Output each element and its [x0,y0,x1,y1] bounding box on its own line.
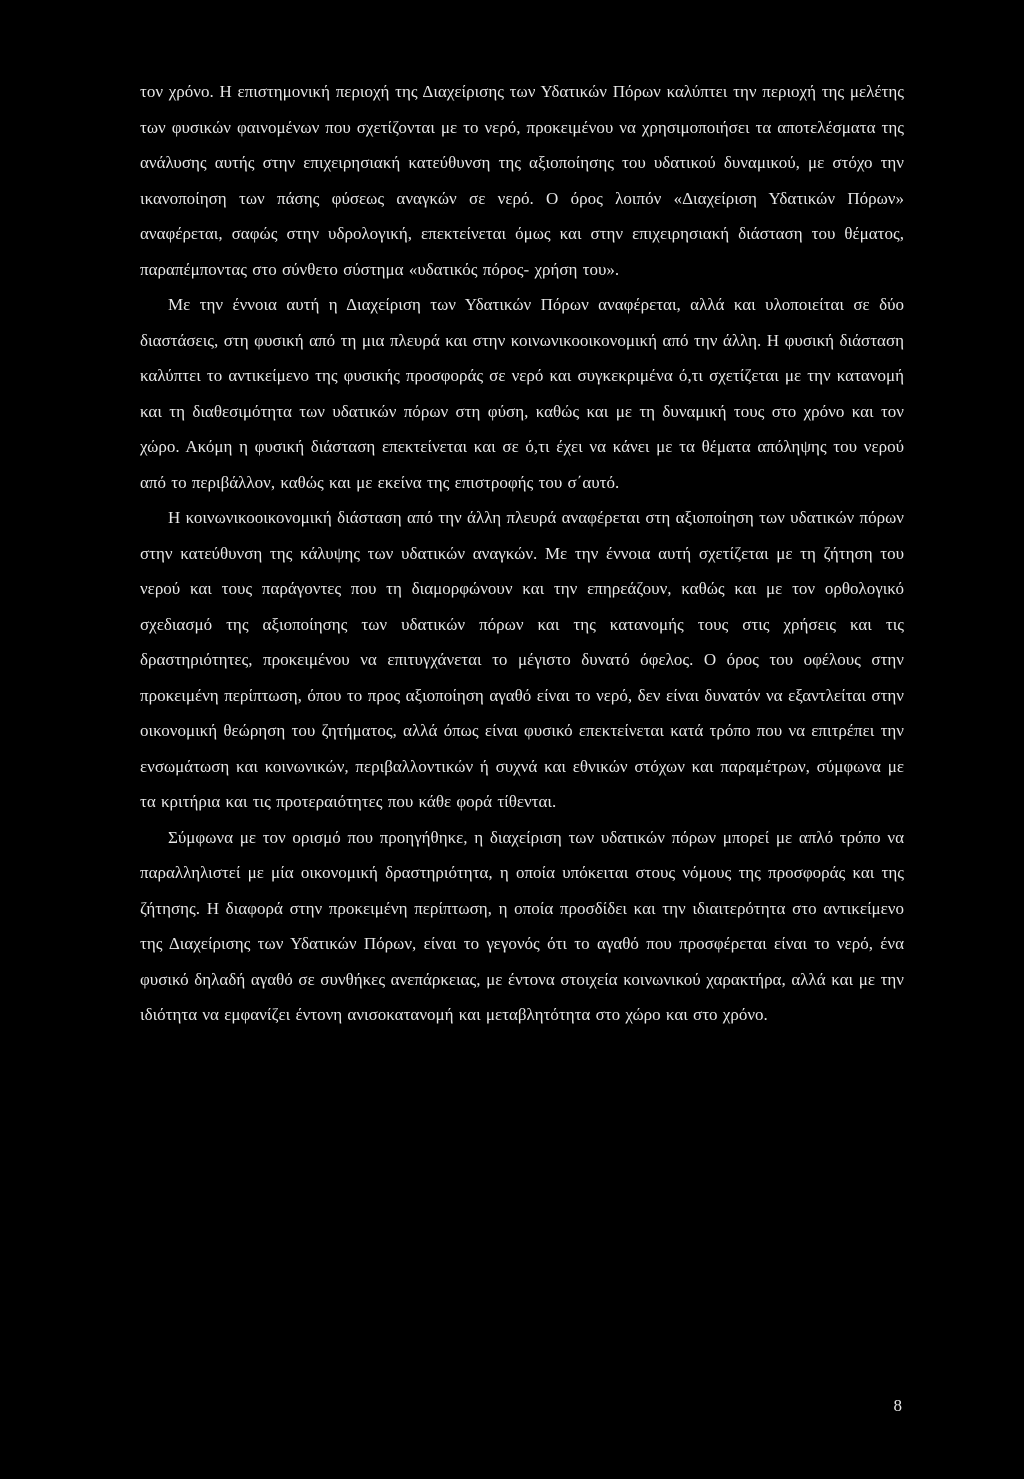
page-number: 8 [893,1396,902,1415]
paragraph-3: Η κοινωνικοοικονομική διάσταση από την άλλη πλευρά αναφέρεται στη αξιοποίηση των υδατικών πόρων στην κατεύθυνση της κάλυψης των υδατικών αναγκών. Με την έννοια αυτή σχετίζεται με τη ζήτηση του νερού και τους παράγοντες που τη διαμορφώνουν και την επηρεάζουν, καθώς και με τον ορθολογικό σχεδιασμό της αξιοποίησης των υδατικών πόρων και της κατανομής τους στις χρήσεις και τις δραστηριότητες, προκειμένου να επιτυγχάνεται το μέγιστο δυνατό όφελος. Ο όρος του οφέλους στην προκειμένη περίπτωση, όπου το προς αξιοποίηση αγαθό είναι το νερό, δεν είναι δυνατόν να εξαντλείται στην οικονομική θεώρηση του ζητήματος, αλλά όπως είναι φυσικό επεκτείνεται κατά τρόπο που να επιτρέπει την ενσωμάτωση και κοινωνικών, περιβαλλοντικών ή συχνά και εθνικών στόχων και παραμέτρων, σύμφωνα με τα κριτήρια και τις προτεραιότητες που κάθε φορά τίθενται. [140,508,904,811]
paragraph-1: τον χρόνο. Η επιστημονική περιοχή της Διαχείρισης των Υδατικών Πόρων καλύπτει την περιοχή της μελέτης των φυσικών φαινομένων που σχετίζονται με το νερό, προκειμένου να χρησιμοποιήσει τα αποτελέσματα της ανάλυσης αυτής στην επιχειρησιακή κατεύθυνση της αξιοποίησης του υδατικού δυναμικού, με στόχο την ικανοποίηση των πάσης φύσεως αναγκών σε νερό. Ο όρος λοιπόν «Διαχείριση Υδατικών Πόρων» αναφέρεται, σαφώς στην υδρολογική, επεκτείνεται όμως και στην επιχειρησιακή διάσταση του θέματος, παραπέμποντας στο σύνθετο σύστημα «υδατικός πόρος- χρήση του». [140,82,904,279]
document-page [140,74,904,1033]
paragraph-2: Με την έννοια αυτή η Διαχείριση των Υδατικών Πόρων αναφέρεται, αλλά και υλοποιείται σε δύο διαστάσεις, στη φυσική από τη μια πλευρά και στην κοινωνικοοικονομική από την άλλη. Η φυσική διάσταση καλύπτει το αντικείμενο της φυσικής προσφοράς σε νερό και συγκεκριμένα ό,τι σχετίζεται με την κατανομή και τη διαθεσιμότητα των υδατικών πόρων στη φύση, καθώς και με τη δυναμική τους στο χρόνο και τον χώρο. Ακόμη η φυσική διάσταση επεκτείνεται και σε ό,τι έχει να κάνει με τα θέματα απόληψης του νερού από το περιβάλλον, καθώς και με εκείνα της επιστροφής του σ΄αυτό. [140,295,904,492]
paragraph-4: Σύμφωνα με τον ορισμό που προηγήθηκε, η διαχείριση των υδατικών πόρων μπορεί με απλό τρόπο να παραλληλιστεί με μία οικονομική δραστηριότητα, η οποία υπόκειται στους νόμους της προσφοράς και της ζήτησης. Η διαφορά στην προκειμένη περίπτωση, η οποία προσδίδει και την ιδιαιτερότητα στο αντικείμενο της Διαχείρισης των Υδατικών Πόρων, είναι το γεγονός ότι το αγαθό που προσφέρεται είναι το νερό, ένα φυσικό δηλαδή αγαθό σε συνθήκες ανεπάρκειας, με έντονα στοιχεία κοινωνικού χαρακτήρα, αλλά και με την ιδιότητα να εμφανίζει έντονη ανισοκατανομή και μεταβλητότητα στο χώρο και στο χρόνο. [140,827,904,1024]
